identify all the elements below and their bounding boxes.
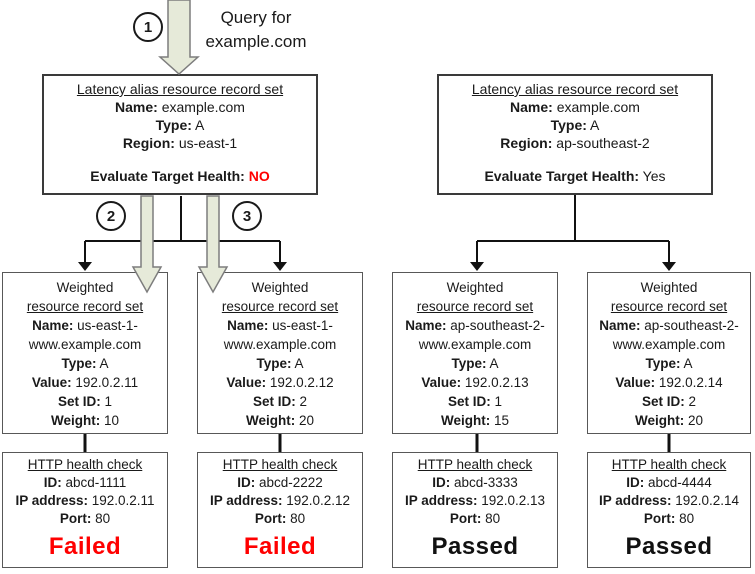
record-field-name: Name: us-east-1- [227, 318, 333, 333]
record-field-id: ID: abcd-4444 [626, 475, 712, 490]
record-field-name: Name: example.com [510, 99, 640, 115]
latency-record-box-ap-southeast-2 [437, 74, 713, 195]
health-check-box-3 [392, 452, 558, 568]
record-field-value: Value: 192.0.2.11 [31, 375, 139, 390]
box-title: Latency alias resource record set [471, 81, 679, 97]
query-caption-line1: Query for [220, 8, 292, 27]
arrowhead-down-icon [78, 262, 92, 271]
weighted-record-box-1 [2, 272, 168, 434]
record-field-type: Type: A [155, 117, 205, 133]
box-title: HTTP health check [222, 457, 338, 472]
box-title-line2: resource record set [610, 299, 728, 314]
box-title-line2: resource record set [26, 299, 144, 314]
record-field-weight: Weight: 20 [245, 413, 315, 428]
step-badge-1 [133, 12, 163, 42]
health-status: Failed [243, 533, 317, 560]
record-field-id: ID: abcd-1111 [43, 475, 127, 490]
record-field-type: Type: A [451, 356, 499, 371]
record-field-name-wrap: www.example.com [418, 337, 532, 352]
record-field-weight: Weight: 10 [50, 413, 120, 428]
health-status: Passed [625, 533, 713, 560]
record-field-port: Port: 80 [449, 511, 501, 526]
record-field-ip: IP address: 192.0.2.12 [209, 493, 351, 508]
right-connector-arrowhead-icons [470, 262, 676, 271]
record-field-weight: Weight: 20 [634, 413, 704, 428]
latency-record-box-us-east-1 [42, 74, 318, 195]
record-field-type: Type: A [256, 356, 304, 371]
record-field-ip: IP address: 192.0.2.13 [404, 493, 546, 508]
eth-value: NO [248, 168, 270, 184]
record-field-port: Port: 80 [254, 511, 306, 526]
box-connector-stubs [85, 434, 669, 452]
box-title: Latency alias resource record set [76, 81, 284, 97]
query-caption-line2: example.com [205, 32, 307, 51]
step-number: 1 [143, 18, 153, 36]
record-field-name: Name: ap-southeast-2- [599, 318, 739, 333]
weighted-record-box-2 [197, 272, 363, 434]
arrowhead-down-icon [662, 262, 676, 271]
record-field-value: Value: 192.0.2.13 [421, 375, 529, 390]
record-field-name-wrap: www.example.com [612, 337, 726, 352]
step-number: 2 [106, 207, 116, 225]
box-title-line1: Weighted [640, 280, 698, 295]
step-number: 3 [242, 207, 252, 225]
box-title-line1: Weighted [56, 280, 114, 295]
record-field-type: Type: A [550, 117, 600, 133]
record-field-eth: Evaluate Target Health: NO [90, 168, 270, 184]
record-field-ip: IP address: 192.0.2.11 [15, 493, 155, 508]
record-field-port: Port: 80 [59, 511, 111, 526]
record-field-eth: Evaluate Target Health: Yes [484, 168, 666, 184]
left-connector-arrowhead-icons [78, 262, 287, 271]
record-field-type: Type: A [645, 356, 693, 371]
record-field-region: Region: ap-southeast-2 [500, 135, 650, 151]
record-field-set-id: Set ID: 1 [447, 394, 503, 409]
box-title-line2: resource record set [416, 299, 534, 314]
record-field-name: Name: us-east-1- [32, 318, 138, 333]
right-tree-connector [477, 195, 669, 263]
record-field-name: Name: ap-southeast-2- [405, 318, 545, 333]
step-badge-3 [232, 201, 262, 231]
record-field-id: ID: abcd-3333 [432, 475, 518, 490]
weighted-record-box-3 [392, 272, 558, 434]
record-field-value: Value: 192.0.2.14 [615, 375, 723, 390]
record-field-name: Name: example.com [115, 99, 245, 115]
arrowhead-down-icon [470, 262, 484, 271]
record-field-port: Port: 80 [643, 511, 695, 526]
health-check-box-2 [197, 452, 363, 568]
box-title-line1: Weighted [446, 280, 504, 295]
record-field-type: Type: A [61, 356, 109, 371]
record-field-weight: Weight: 15 [440, 413, 510, 428]
record-field-name-wrap: www.example.com [28, 337, 142, 352]
arrowhead-down-icon [273, 262, 287, 271]
box-title: HTTP health check [611, 457, 727, 472]
weighted-record-box-4 [587, 272, 751, 434]
record-field-value: Value: 192.0.2.12 [226, 375, 334, 390]
record-field-region: Region: us-east-1 [122, 135, 238, 151]
record-field-set-id: Set ID: 2 [252, 394, 308, 409]
health-check-box-1 [2, 452, 168, 568]
box-title-line1: Weighted [251, 280, 309, 295]
box-title: HTTP health check [27, 457, 143, 472]
health-check-box-4 [587, 452, 751, 568]
step-badge-2 [96, 201, 126, 231]
record-field-id: ID: abcd-2222 [237, 475, 323, 490]
box-title-line2: resource record set [221, 299, 339, 314]
box-title: HTTP health check [417, 457, 533, 472]
eth-value: Yes [642, 168, 666, 184]
record-field-set-id: Set ID: 1 [57, 394, 113, 409]
record-field-name-wrap: www.example.com [223, 337, 337, 352]
record-field-ip: IP address: 192.0.2.14 [598, 493, 740, 508]
record-field-set-id: Set ID: 2 [641, 394, 697, 409]
health-status: Failed [48, 533, 122, 560]
query-caption [190, 6, 322, 54]
health-status: Passed [431, 533, 519, 560]
